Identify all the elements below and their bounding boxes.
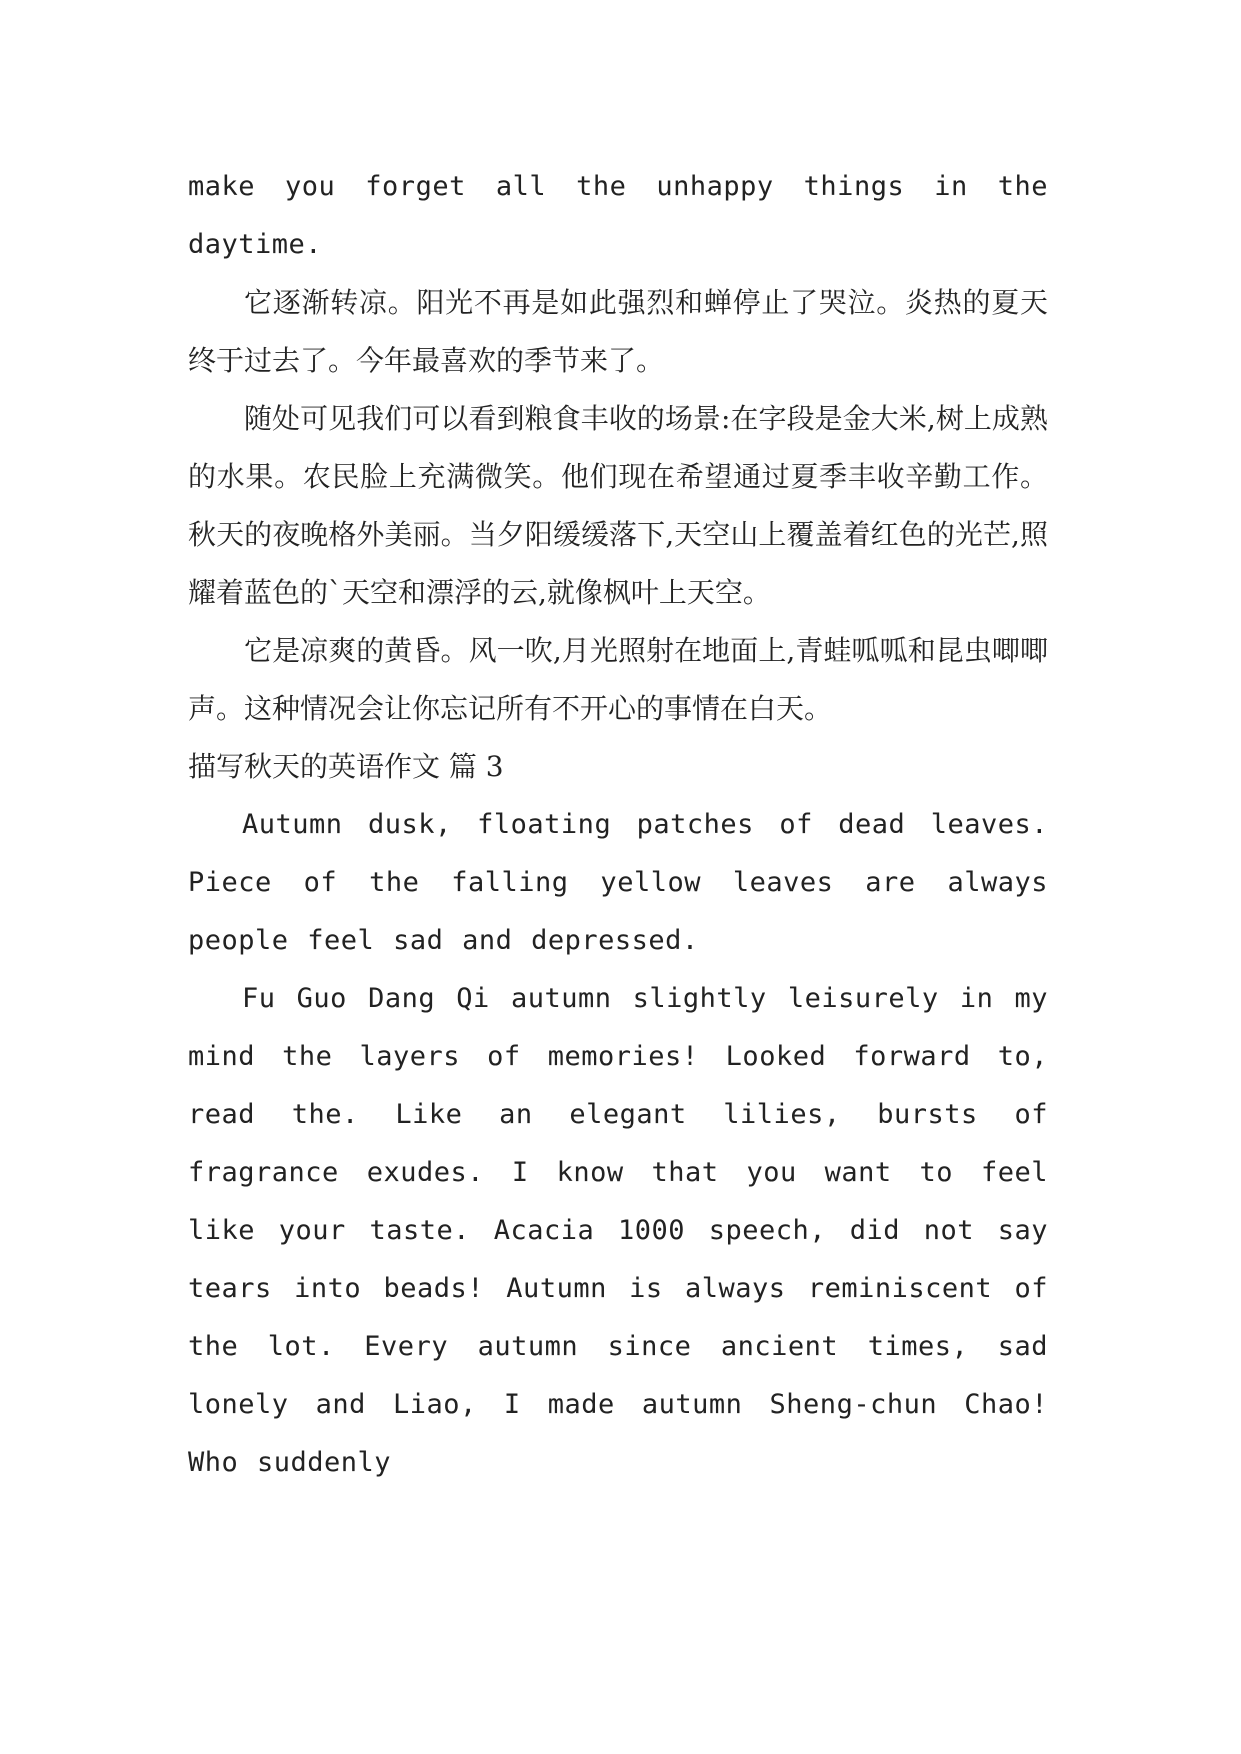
section-heading: 描写秋天的英语作文 篇 3 [188, 750, 504, 783]
document-body [188, 158, 1048, 1492]
paragraph-cooling-weather: 它逐渐转凉。阳光不再是如此强烈和蝉停止了哭泣。炎热的夏天终于过去了。今年最喜欢的季节来了。 [188, 286, 1048, 377]
paragraph-english-continuation: make you forget all the unhappy things in the daytime. [188, 171, 1048, 260]
paragraph-harvest-scene: 随处可见我们可以看到粮食丰收的场景:在字段是金大米,树上成熟的水果。农民脸上充满微笑。他们现在希望通过夏季丰收辛勤工作。秋天的夜晚格外美丽。当夕阳缓缓落下,天空山上覆盖着红色的光芒,照耀着蓝色的`天空和漂浮的云,就像枫叶上天空。 [188, 402, 1048, 609]
paragraph-autumn-memories: Fu Guo Dang Qi autumn slightly leisurely in my mind the layers of memories! Looked forward to, read the. Like an elegant lilies, bursts of fragrance exudes. I know that you want to feel like your taste. Acacia 1000 speech, did not say tears into beads! Autumn is always reminiscent of the lot. Every autumn since ancient times, sad lonely and Liao, I made autumn Sheng-chun Chao! Who suddenly [188, 983, 1048, 1478]
paragraph-autumn-dusk: Autumn dusk, floating patches of dead leaves. Piece of the falling yellow leaves are always people feel sad and depressed. [188, 809, 1048, 956]
paragraph-cool-dusk: 它是凉爽的黄昏。风一吹,月光照射在地面上,青蛙呱呱和昆虫唧唧声。这种情况会让你忘记所有不开心的事情在白天。 [188, 634, 1048, 725]
